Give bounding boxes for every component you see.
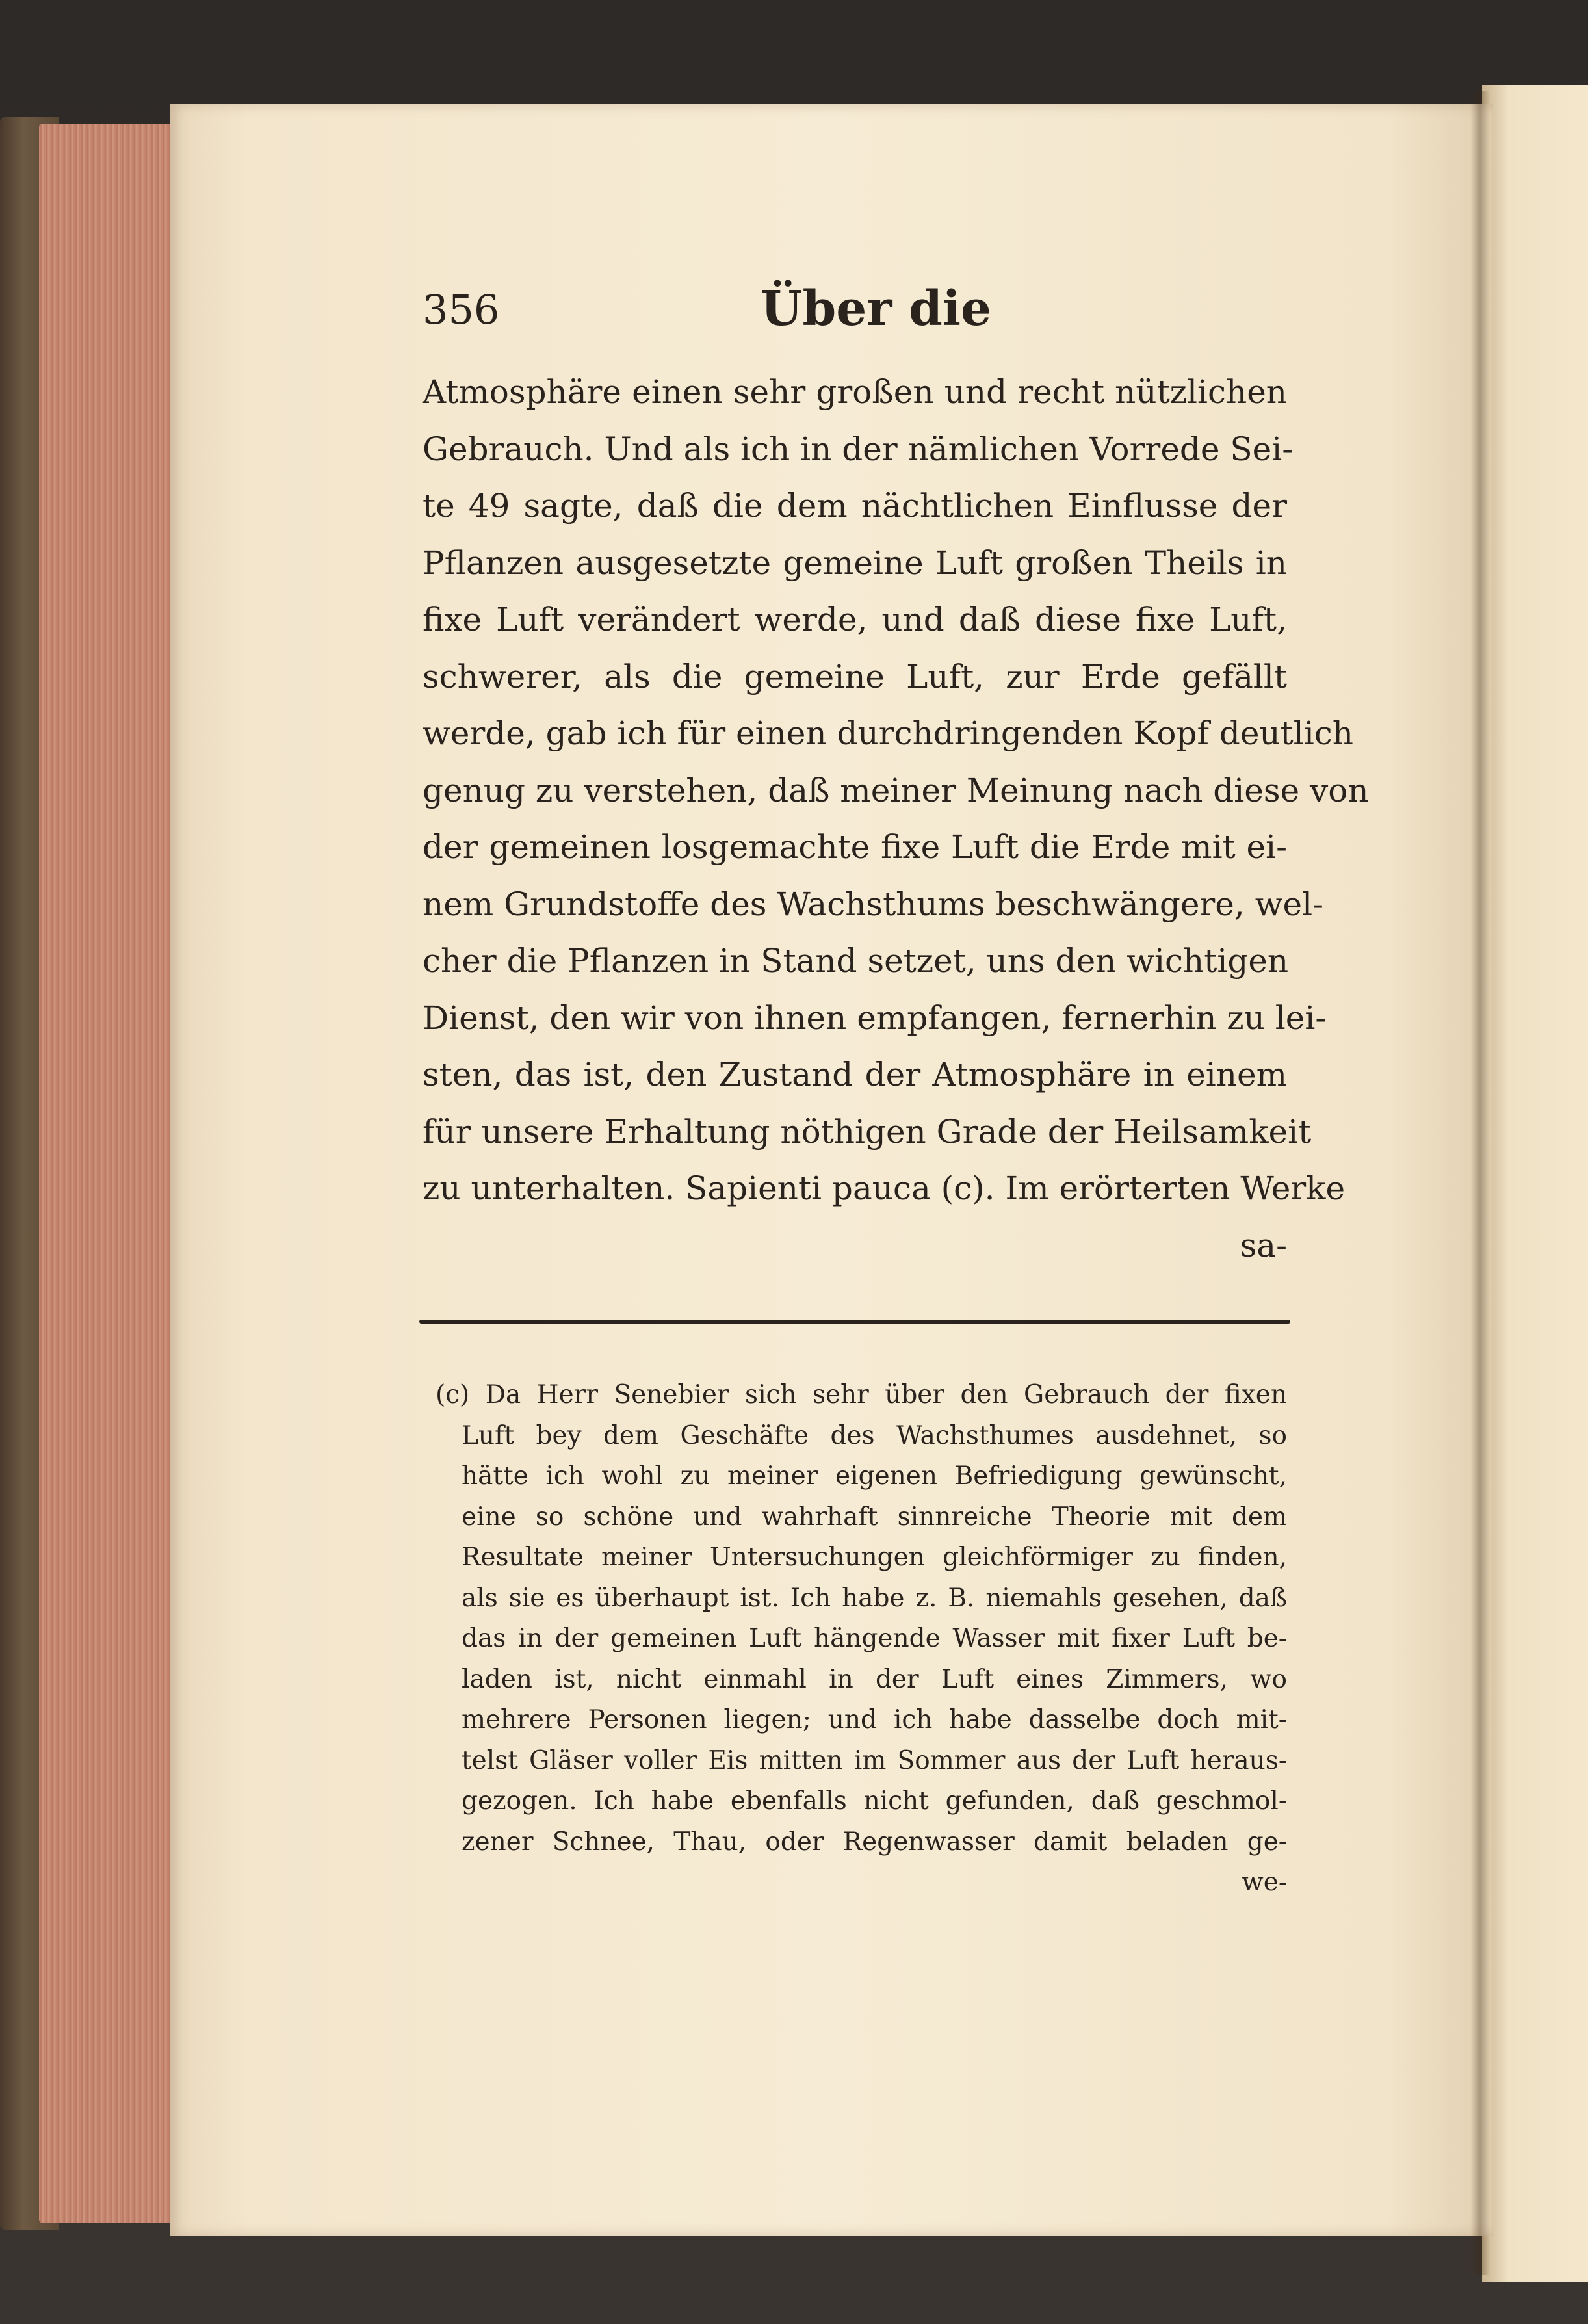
text-line: zu unterhalten. Sapienti pauca (c). Im erörterten Werke [423,1169,1346,1207]
facing-page-edge [1482,85,1588,2282]
text-line: fixe Luft verändert werde, und daß diese fixe Luft, [423,601,1287,638]
main-text [423,364,1369,1274]
catchword: sa- [1240,1226,1287,1264]
footnote-line: gezogen. Ich habe ebenfalls nicht gefunden, daß geschmol- [462,1786,1287,1816]
footnote-line: Resultate meiner Untersuchungen gleichförmiger zu finden, [462,1543,1287,1572]
footnote-line: eine so schöne und wahrhaft sinnreiche Theorie mit dem [462,1502,1287,1532]
text-line: genug zu verstehen, daß meiner Meinung nach diese von [423,771,1369,809]
text-line: Gebrauch. Und als ich in der nämlichen Vorrede Sei- [423,430,1294,468]
page-gutter [1470,91,1490,2275]
footnote-line: das in der gemeinen Luft hängende Wasser mit fixer Luft be- [462,1624,1287,1653]
footnote-line: mehrere Personen liegen; und ich habe dasselbe doch mit- [462,1705,1287,1734]
text-line: für unsere Erhaltung nöthigen Grade der Heilsamkeit [423,1112,1312,1151]
text-line: Pflanzen ausgesetzte gemeine Luft großen Theils in [423,543,1287,582]
footnote-line: (c) Da Herr Senebier sich sehr über den Gebrauch der fixen [436,1380,1287,1409]
footnote-line: hätte ich wohl zu meiner eigenen Befriedigung gewünscht, [462,1461,1287,1491]
text-line: schwerer, als die gemeine Luft, zur Erde gefällt [423,657,1287,696]
text-line: der gemeinen losgemachte fixe Luft die Erde mit ei- [423,828,1287,866]
footnote-rule [419,1320,1290,1324]
text-line: sten, das ist, den Zustand der Atmosphäre in einem [423,1056,1287,1093]
running-title: Über die [761,281,992,337]
page-edges [39,124,179,2223]
text-line: nem Grundstoffe des Wachsthums beschwängere, wel- [423,885,1323,923]
page-number: 356 [423,286,500,333]
text-line: werde, gab ich für einen durchdringenden Kopf deutlich [423,714,1353,752]
footnote-catchword: we- [1242,1868,1287,1897]
text-line: te 49 sagte, daß die dem nächtlichen Einflusse der [423,487,1287,525]
text-line: cher die Pflanzen in Stand setzet, uns den wichtigen [423,942,1289,980]
footnote-line: telst Gläser voller Eis mitten im Sommer aus der Luft heraus- [462,1745,1287,1775]
footnote-line: als sie es überhaupt ist. Ich habe z. B. niemahls gesehen, daß [462,1583,1287,1613]
footnote-line: laden ist, nicht einmahl in der Luft eines Zimmers, wo [462,1664,1287,1694]
text-line: Atmosphäre einen sehr großen und recht nützlichen [423,373,1287,411]
footnote [436,1375,1287,1903]
text-line: Dienst, den wir von ihnen empfangen, fernerhin zu lei- [423,999,1327,1037]
footnote-line: zener Schnee, Thau, oder Regenwasser damit beladen ge- [462,1827,1287,1857]
footnote-line: Luft bey dem Geschäfte des Wachsthumes ausdehnet, so [462,1420,1287,1450]
